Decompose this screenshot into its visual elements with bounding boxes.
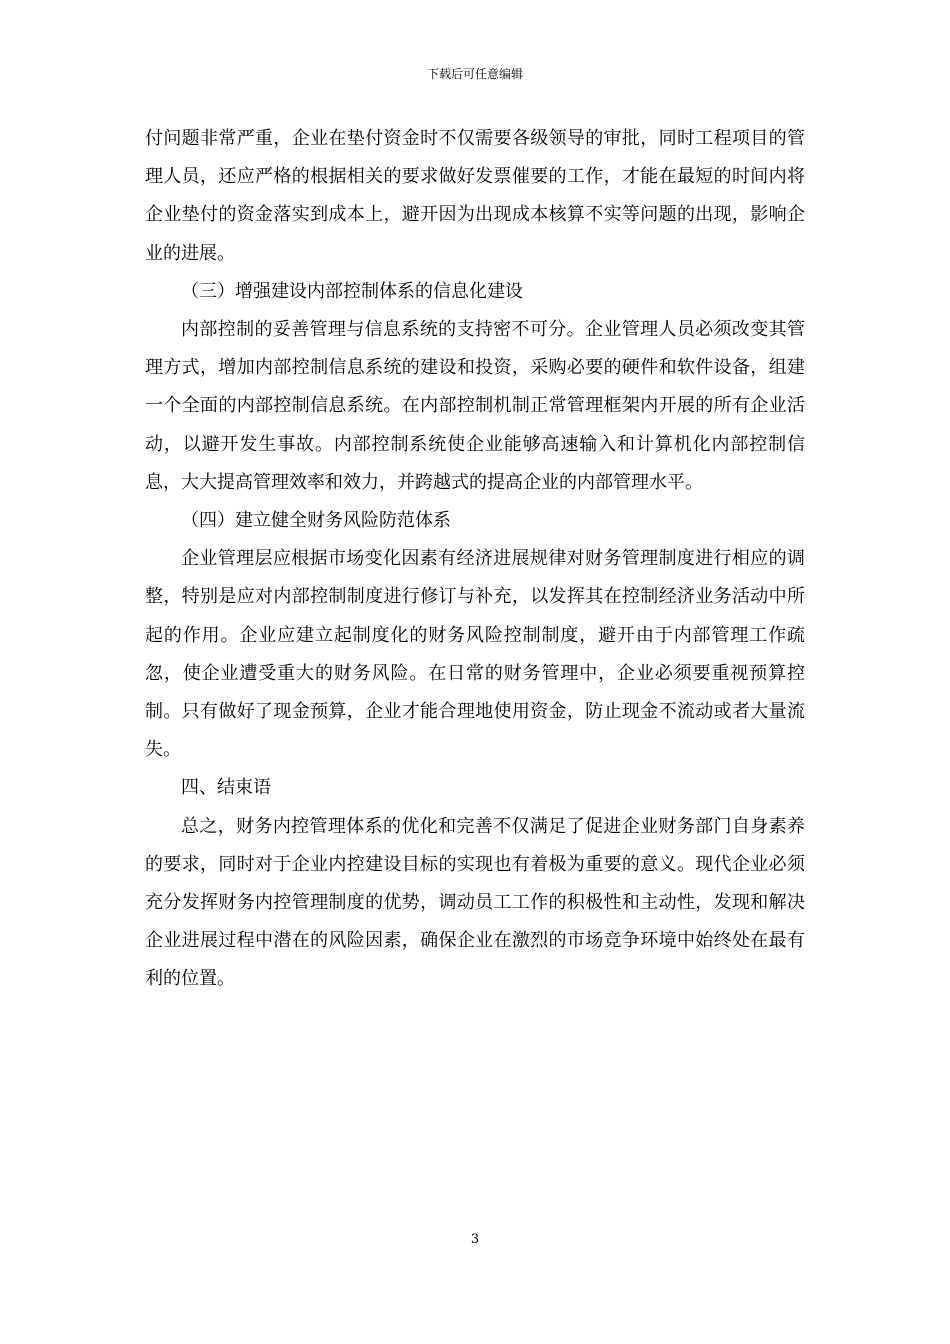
document-body (145, 120, 805, 999)
page-number: 3 (470, 1232, 480, 1247)
paragraph-continued: 付问题非常严重，企业在垫付资金时不仅需要各级领导的审批，同时工程项目的管理人员，还应严格的根据相关的要求做好发票催要的工作，才能在最短的时间内将企业垫付的资金落实到成本上，避开因为出现成本核算不实等问题的出现，影响企业的进展。 (145, 128, 805, 264)
paragraph: 总之，财务内控管理体系的优化和完善不仅满足了促进企业财务部门自身素养的要求，同时对于企业内控建设目标的实现也有着极为重要的意义。现代企业必须充分发挥财务内控管理制度的优势，调动员工工作的积极性和主动性，发现和解决企业进展过程中潜在的风险因素，确保企业在激烈的市场竞争环境中始终处在最有利的位置。 (145, 815, 805, 990)
section-heading-4: （四）建立健全财务风险防范体系 (181, 510, 451, 532)
page-header: 下载后可任意编辑 (426, 67, 523, 81)
section-heading-3: （三）增强建设内部控制体系的信息化建设 (181, 280, 523, 302)
section-heading-conclusion: 四、结束语 (181, 777, 271, 799)
paragraph: 内部控制的妥善管理与信息系统的支持密不可分。企业管理人员必须改变其管理方式，增加内部控制信息系统的建设和投资，采购必要的硬件和软件设备，组建一个全面的内部控制信息系统。在内部控制机制正常管理框架内开展的所有企业活动，以避开发生事故。内部控制系统使企业能够高速输入和计算机化内部控制信息，大大提高管理效率和效力，并跨越式的提高企业的内部管理水平。 (145, 319, 805, 493)
paragraph: 企业管理层应根据市场变化因素有经济进展规律对财务管理制度进行相应的调整，特别是应对内部控制制度进行修订与补充，以发挥其在控制经济业务活动中所起的作用。企业应建立起制度化的财务风险控制制度，避开由于内部管理工作疏忽，使企业遭受重大的财务风险。在日常的财务管理中，企业必须要重视预算控制。只有做好了现金预算，企业才能合理地使用资金，防止现金不流动或者大量流失。 (145, 548, 805, 761)
